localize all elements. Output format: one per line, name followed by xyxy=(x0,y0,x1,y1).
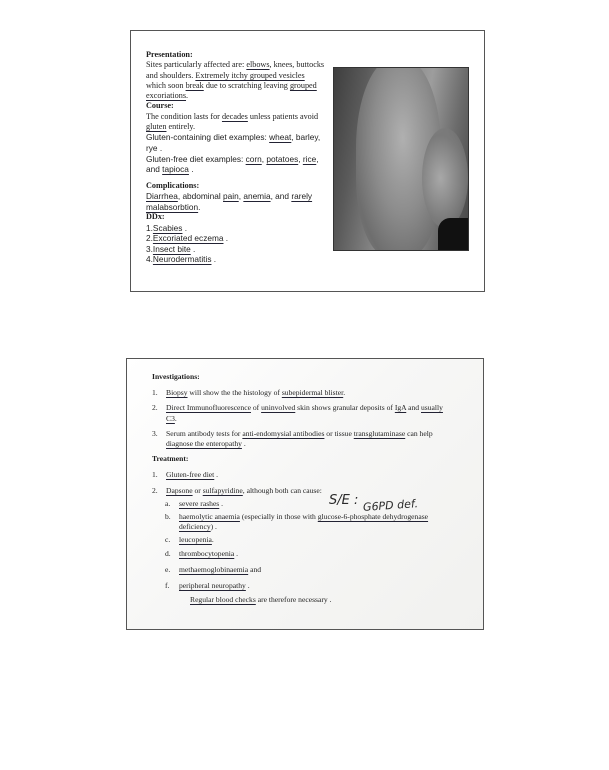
gluten-free-diet: Gluten-free diet examples: corn, potatoes, rice, and tapioca . xyxy=(146,153,319,175)
handwritten-se-note: S/E : xyxy=(329,493,359,508)
ddx-item: 2.Excoriated eczema . xyxy=(146,233,229,244)
side-effects-list xyxy=(152,499,452,591)
presentation-heading: Presentation: xyxy=(146,50,193,59)
slide1-text xyxy=(146,50,326,265)
handwritten-g6pd-note: G6PD def. xyxy=(362,497,419,514)
ddx-heading: DDx: xyxy=(146,212,165,222)
blood-checks-note: Regular blood checks are therefore necessary . xyxy=(190,595,332,605)
slide-investigations-treatment xyxy=(126,358,484,630)
side-effect-item: f. peripheral neuropathy . xyxy=(165,581,250,591)
complications-heading: Complications: xyxy=(146,180,200,190)
investigations-list xyxy=(152,388,452,449)
gluten-containing-diet: Gluten-containing diet examples: wheat, barley, rye . xyxy=(146,132,321,153)
clinical-photo xyxy=(333,67,469,251)
slide-presentation xyxy=(130,30,485,292)
treatment-heading: Treatment: xyxy=(152,454,189,464)
complications-text: Diarrhea, abdominal pain, anemia, and rarely malabsorbtion. xyxy=(146,191,313,212)
ddx-item: 4.Neurodermatitis . xyxy=(146,254,217,265)
side-effect-item: c. leucopenia. xyxy=(165,535,214,545)
ddx-list xyxy=(146,223,326,265)
course-text: The condition lasts for decades unless patients avoid gluten entirely. xyxy=(146,111,319,132)
course-heading: Course: xyxy=(146,101,174,111)
side-effect-item: b. haemolytic anaemia (especially in those with glucose-6-phosphate dehydrogenase deficiency) . xyxy=(165,512,429,532)
investigation-item: 1. Biopsy will show the the histology of subepidermal blister. xyxy=(152,388,346,398)
investigation-item: 2. Direct Immunofluorescence of uninvolved skin shows granular deposits of IgA and usually C3. xyxy=(152,403,443,423)
investigations-heading: Investigations: xyxy=(152,372,200,381)
treatment-item: 2. Dapsone or sulfapyridine, although both can cause: xyxy=(152,485,322,495)
treatment-item: 1. Gluten-free diet . xyxy=(152,470,219,480)
ddx-item: 3.Insect bite . xyxy=(146,243,196,254)
ddx-item: 1.Scabies . xyxy=(146,222,188,233)
side-effect-item: d. thrombocytopenia . xyxy=(165,548,239,558)
investigation-item: 3. Serum antibody tests for anti-endomysial antibodies or tissue transglutaminase can help diagnose the enteropathy . xyxy=(152,428,433,449)
presentation-text: Sites particularly affected are: elbows, knees, buttocks and shoulders. Extremely itchy grouped vesicles which soon break due to scratching leaving grouped excoriations. xyxy=(146,60,325,101)
slide2-text xyxy=(152,372,452,605)
side-effect-item: e. methaemoglobinaemia and xyxy=(165,564,262,574)
side-effect-item: a. severe rashes . xyxy=(165,498,224,508)
